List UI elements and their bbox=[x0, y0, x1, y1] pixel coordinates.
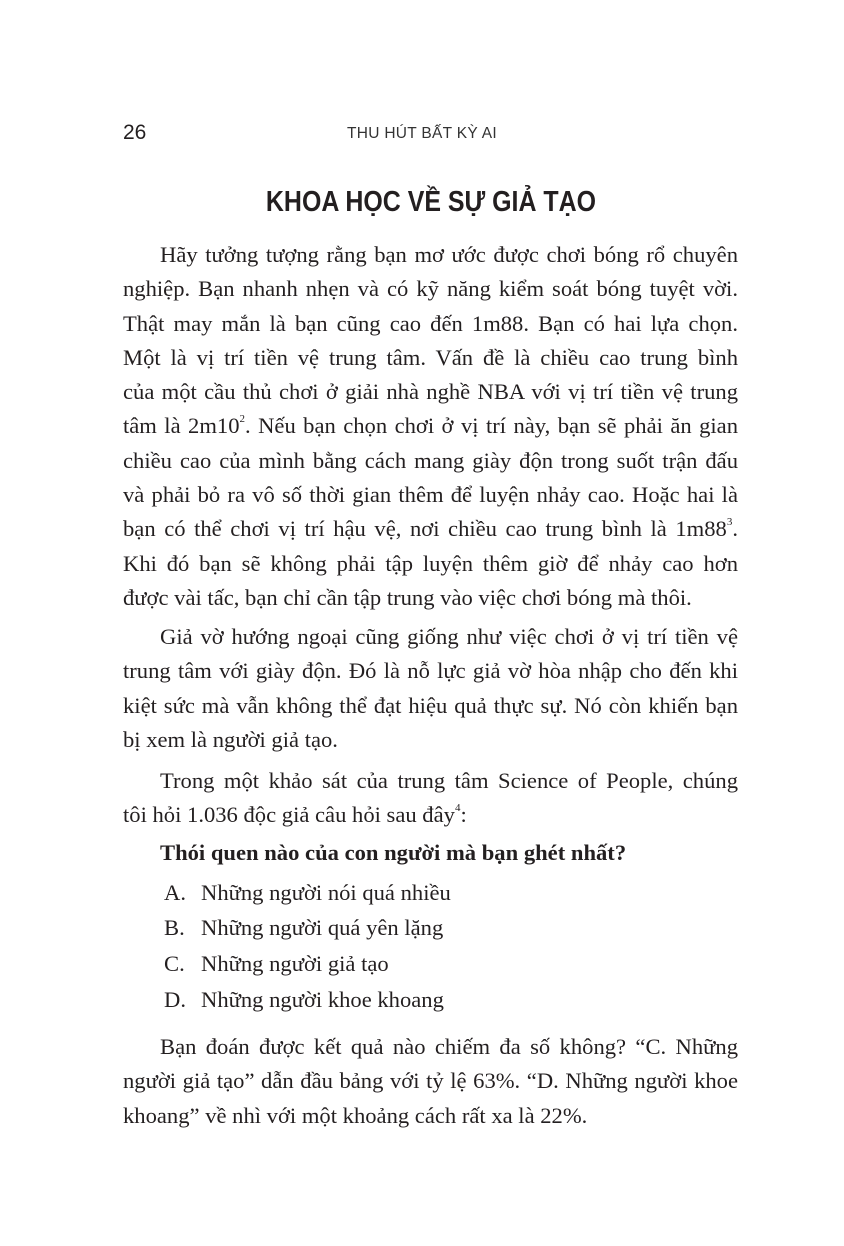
text-line bbox=[123, 1099, 738, 1133]
option-text: Những người quá yên lặng bbox=[201, 915, 444, 940]
line-text: được vài tấc, bạn chỉ cần tập trung vào việc chơi bóng mà thôi. bbox=[123, 584, 692, 610]
text-line bbox=[123, 444, 738, 478]
text-line bbox=[123, 620, 738, 654]
option-text: Những người nói quá nhiều bbox=[201, 880, 451, 905]
text-line bbox=[123, 654, 738, 688]
survey-option bbox=[164, 915, 443, 941]
line-text: bị xem là người giả tạo. bbox=[123, 726, 338, 752]
paragraph bbox=[123, 620, 738, 757]
text-line bbox=[123, 1064, 738, 1098]
option-letter: A. bbox=[164, 880, 186, 905]
text-line bbox=[123, 375, 738, 409]
line-text: người giả tạo” dẫn đầu bảng với tỷ lệ 63%. “D. Những người khoe bbox=[123, 1068, 738, 1094]
survey-question: Thói quen nào của con người mà bạn ghét nhất? bbox=[160, 840, 627, 865]
option-text: Những người khoe khoang bbox=[201, 987, 444, 1012]
page-number: 26 bbox=[123, 121, 147, 144]
option-letter: B. bbox=[164, 915, 185, 940]
line-text: Một là vị trí tiền vệ trung tâm. Vấn đề là chiều cao trung bình bbox=[123, 344, 738, 370]
survey-option bbox=[164, 951, 389, 977]
line-text: tâm là 2m10 bbox=[123, 413, 240, 439]
line-text: của một cầu thủ chơi ở giải nhà nghề NBA với vị trí tiền vệ trung bbox=[123, 379, 738, 405]
option-letter: D. bbox=[164, 987, 186, 1012]
text-line bbox=[123, 478, 738, 512]
survey-option bbox=[164, 880, 451, 906]
text-line bbox=[123, 723, 738, 757]
paragraph bbox=[123, 1030, 738, 1133]
line-text: bạn có thể chơi vị trí hậu vệ, nơi chiều cao trung bình là 1m88 bbox=[123, 516, 727, 542]
paragraph bbox=[123, 238, 738, 615]
text-line bbox=[123, 512, 738, 546]
option-letter: C. bbox=[164, 951, 185, 976]
line-text: Trong một khảo sát của trung tâm Science of People, chúng bbox=[160, 768, 738, 793]
text-line bbox=[123, 1030, 738, 1064]
line-text: nghiệp. Bạn nhanh nhẹn và có kỹ năng kiểm soát bóng tuyệt vời. bbox=[123, 276, 738, 302]
line-text: Bạn đoán được kết quả nào chiếm đa số không? “C. Những bbox=[160, 1034, 738, 1059]
line-text: và phải bỏ ra vô số thời gian thêm để luyện nhảy cao. Hoặc hai là bbox=[123, 482, 738, 508]
footnote-marker: 4 bbox=[454, 802, 461, 815]
running-header: THU HÚT BẤT KỲ AI bbox=[346, 125, 498, 142]
line-text: kiệt sức mà vẫn không thể đạt hiệu quả thực sự. Nó còn khiến bạn bbox=[123, 692, 738, 718]
footnote-marker: 2 bbox=[239, 413, 246, 426]
survey-option bbox=[164, 987, 444, 1013]
text-line bbox=[123, 238, 738, 272]
line-text: . bbox=[732, 516, 738, 542]
option-text: Những người giả tạo bbox=[201, 951, 389, 976]
line-text: : bbox=[460, 802, 467, 828]
chapter-title: KHOA HỌC VỀ SỰ GIẢ TẠO bbox=[265, 186, 597, 218]
text-line bbox=[123, 341, 738, 375]
text-line bbox=[123, 798, 738, 832]
line-text: Hãy tưởng tượng rằng bạn mơ ước được chơi bóng rổ chuyên bbox=[160, 242, 738, 267]
line-text: khoang” về nhì với một khoảng cách rất xa là 22%. bbox=[123, 1102, 588, 1128]
text-line bbox=[123, 689, 738, 723]
text-line bbox=[123, 581, 738, 615]
line-text: tôi hỏi 1.036 độc giả câu hỏi sau đây bbox=[123, 802, 455, 828]
text-line bbox=[123, 409, 738, 443]
text-line bbox=[123, 547, 738, 581]
line-text: Thật may mắn là bạn cũng cao đến 1m88. Bạn có hai lựa chọn. bbox=[123, 310, 738, 336]
line-text: Giả vờ hướng ngoại cũng giống như việc chơi ở vị trí tiền vệ bbox=[160, 624, 738, 649]
paragraph bbox=[123, 764, 738, 833]
line-text: chiều cao của mình bằng cách mang giày độn trong suốt trận đấu bbox=[123, 447, 738, 473]
line-text: . Nếu bạn chọn chơi ở vị trí này, bạn sẽ phải ăn gian bbox=[245, 413, 738, 439]
line-text: trung tâm với giày độn. Đó là nỗ lực giả vờ hòa nhập cho đến khi bbox=[123, 658, 738, 684]
text-line bbox=[123, 764, 738, 798]
footnote-marker: 3 bbox=[726, 516, 733, 529]
text-line bbox=[123, 307, 738, 341]
text-line bbox=[123, 272, 738, 306]
line-text: Khi đó bạn sẽ không phải tập luyện thêm giờ để nhảy cao hơn bbox=[123, 550, 738, 576]
